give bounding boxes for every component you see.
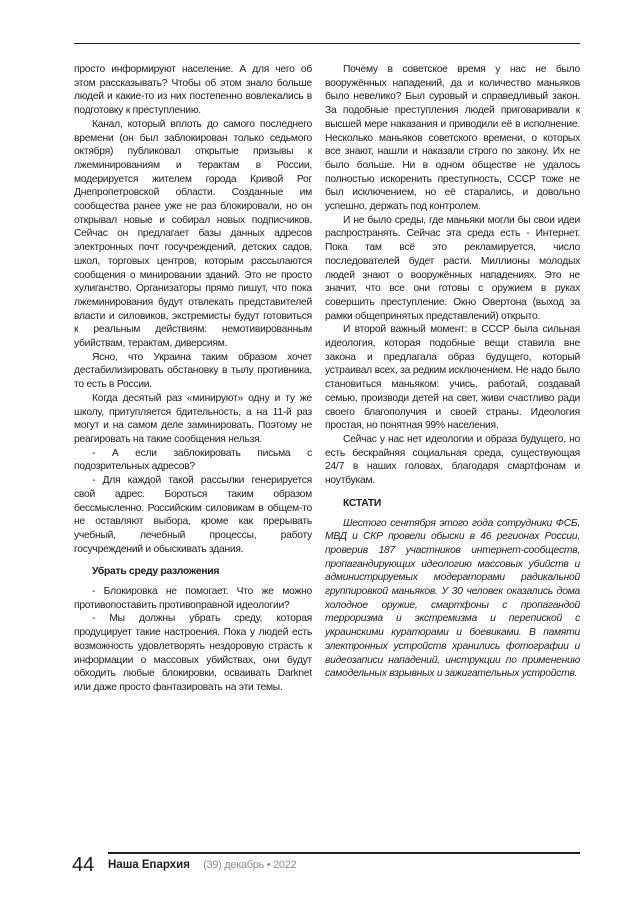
paragraph: - А если заблокировать письма с подозрительных адресов? (74, 447, 312, 473)
footer-right (108, 852, 580, 871)
paragraph: - Блокировка не помогает. Что же можно противопоставить противоправной идеологии? (74, 586, 312, 611)
footer-rule-divider (108, 852, 580, 854)
paragraph: просто информируют население. А для чего об этом рассказывать? Чтобы об этом знало больше людей и какие-то из них постепенно вовлекались в подготовку к преступлению. (74, 64, 312, 117)
paragraph: Ясно, что Украина таким образом хочет дестабилизировать обстановку в тылу противника, то есть в России. (74, 351, 312, 391)
paragraph: Почему в советское время у нас не было вооружённых нападений, да и количество маньяков было невелико? Был суровый и справедливый закон. За подобные преступления людей приговаривали к высшей мере наказания и приводили её в исполнение. Несколько маньяков советского времени, о которых все знают, нашли и наказали строго по закону. Их не было больше. Ни в одном обществе не удалось полностью искоренить преступность, СССР тоже не был исключением, но её старались, и довольно успешно, держать под контролем. (325, 64, 580, 213)
paragraph: - Для каждой такой рассылки генерируется свой адрес. Бороться таким образом бессмысленно. Российским силовикам в общем-то не оставляют выбора, кроме как прерывать учебный, лечебный процессы, работу госучреждений и обыскивать здания. (74, 475, 312, 555)
column-right (325, 63, 580, 695)
paragraph: Когда десятый раз «минируют» одну и ту же школу, притупляется бдительность, а на 11-й раз могут и на самом деле заминировать. Поэтому не реагировать на такие сообщения нельзя. (74, 392, 312, 445)
article-body (74, 63, 580, 695)
paragraph: Сейчас у нас нет идеологии и образа будущего, но есть бескрайняя социальная среда, существующая 24/7 в наших головах, благодаря смартфонам и ноутбукам. (325, 433, 580, 487)
page-number: 44 (72, 854, 95, 876)
paragraph: И не было среды, где маньяки могли бы свои идеи распространять. Сейчас эта среда есть - Интернет. Пока там всё это рекламируется, число последователей будет расти. Миллионы молодых людей знают о вооружённых нападениях. Это не значит, что все они готовы с оружием в руках совершить преступление. Окно Овертона (выход за рамки общепринятых представлений) открыто. (325, 214, 580, 322)
issue-info: (39) декабрь • 2022 (203, 858, 297, 871)
paragraph: И второй важный момент: в СССР была сильная идеология, которая подобные вещи ставила вне закона и предлагала образ будущего, который устраивал всех, за редким исключением. Не надо было становиться маньяком: учись, работай, создавай семью, производи детей на свет, живи счастливо ради своего благополучия и своей страны. Идеология простая, но понятная 99% населения. (325, 324, 580, 432)
top-rule-divider (74, 43, 580, 44)
section-heading: КСТАТИ (343, 497, 382, 509)
journal-title: Наша Епархия (108, 858, 190, 871)
footer-text (108, 859, 580, 871)
paragraph: - Мы должны убрать среду, которая продуцирует такие настроения. Пока у людей есть возможность удовлетворять нездоровую страсть к информации о массовых убийствах, они будут обходить любые блокировки, осваивать Darknet или даже просто фантазировать на эти темы. (74, 613, 312, 693)
paragraph: Канал, который вплоть до самого последнего времени (он был заблокирован только седьмого октября) публиковал открытые призывы к лжеминированиям и терактам в России, модерируется жителем города Кривой Рог Днепропетровской области. Созданные им сообщества ранее уже не раз блокировали, но он открывал новые и собирал новых подписчиков. Сейчас он предлагает базы данных адресов электронных почт госучреждений, детских садов, школ, торговых центров, которым рассылаются сообщения о минировании зданий. Это не просто хулиганство. Организаторы прямо пишут, что пока лжеминирования будут отвлекать представителей власти и силовиков, экстремисты будут готовиться к реальным действиям: немотивированным убийствам, терактам, диверсиям. (74, 118, 312, 350)
paragraph: Шестого сентября этого года сотрудники ФСБ, МВД и СКР провели обыски в 46 регионах России, проверив 187 участников интернет-сообществ, пропагандирующих идеологию массовых убийств и администрируемых модераторами радикальной группировкой маньяков. У 30 человек оказались дома холодное оружие, смартфоны с пропагандой терроризма и экстремизма и перепиской с украинскими кураторами и боевиками. В памяти электронных устройств хранились фотографии и видеозаписи нападений, инструкции по применению самодельных взрывных и зажигательных устройств. (325, 517, 580, 680)
section-heading: Убрать среду разложения (92, 566, 220, 578)
column-left (74, 63, 312, 695)
